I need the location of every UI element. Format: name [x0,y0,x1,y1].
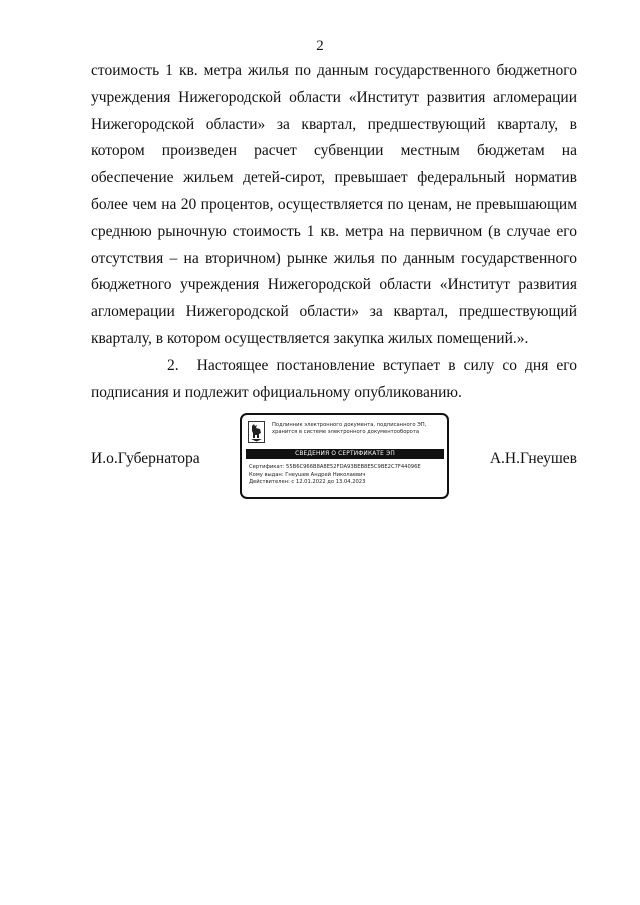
stamp-certificate-header: СВЕДЕНИЯ О СЕРТИФИКАТЕ ЭП [246,449,444,459]
stamp-certificate-details [249,464,445,487]
signatory-name: А.Н.Гнеушев [489,450,577,467]
stamp-certificate-validity: Действителен: с 12.01.2022 до 13.04.2023 [249,479,366,486]
paragraph-continuation: стоимость 1 кв. метра жилья по данным государственного бюджетного учреждения Нижегородской области «Институт развития агломерации Нижегородской области» за квартал, предшествующий кварталу, в котором произведен расчет субвенции местным бюджетам на обеспечение жильем детей-сирот, превышает федеральный норматив более чем на 20 процентов, осуществляется по ценам, не превышающим среднюю рыночную стоимость 1 кв. метра на первичном (в случае его отсутствия – на вторичном) рынке жилья по данным государственного бюджетного учреждения Нижегородской области «Институт развития агломерации Нижегородской области» за квартал, предшествующий кварталу, в котором осуществляется закупка жилых помещений.». [91,62,577,347]
stamp-header-area [246,419,444,445]
document-body [91,58,577,406]
clause-text: Настоящее постановление вступает в силу со дня его подписания и подлежит официальному опубликованию. [91,356,577,401]
deer-emblem-icon [249,422,264,442]
clause-number: 2. [167,356,179,374]
coat-of-arms-icon [248,421,265,443]
stamp-certificate-serial: Сертификат: 55B6C966B8A8E52FDA93BEB8E5C9BE2C7F44096E [249,464,421,470]
stamp-description: Подлинник электронного документа, подписанного ЭП, хранится в системе электронного документооборота [272,422,427,435]
electronic-signature-stamp [240,413,449,499]
signatory-position: И.о.Губернатора [91,450,200,467]
stamp-certificate-owner: Кому выдан: Гнеушев Андрей Николаевич [249,471,366,478]
page-number: 2 [316,38,324,54]
paragraph-clause-2 [91,353,577,407]
